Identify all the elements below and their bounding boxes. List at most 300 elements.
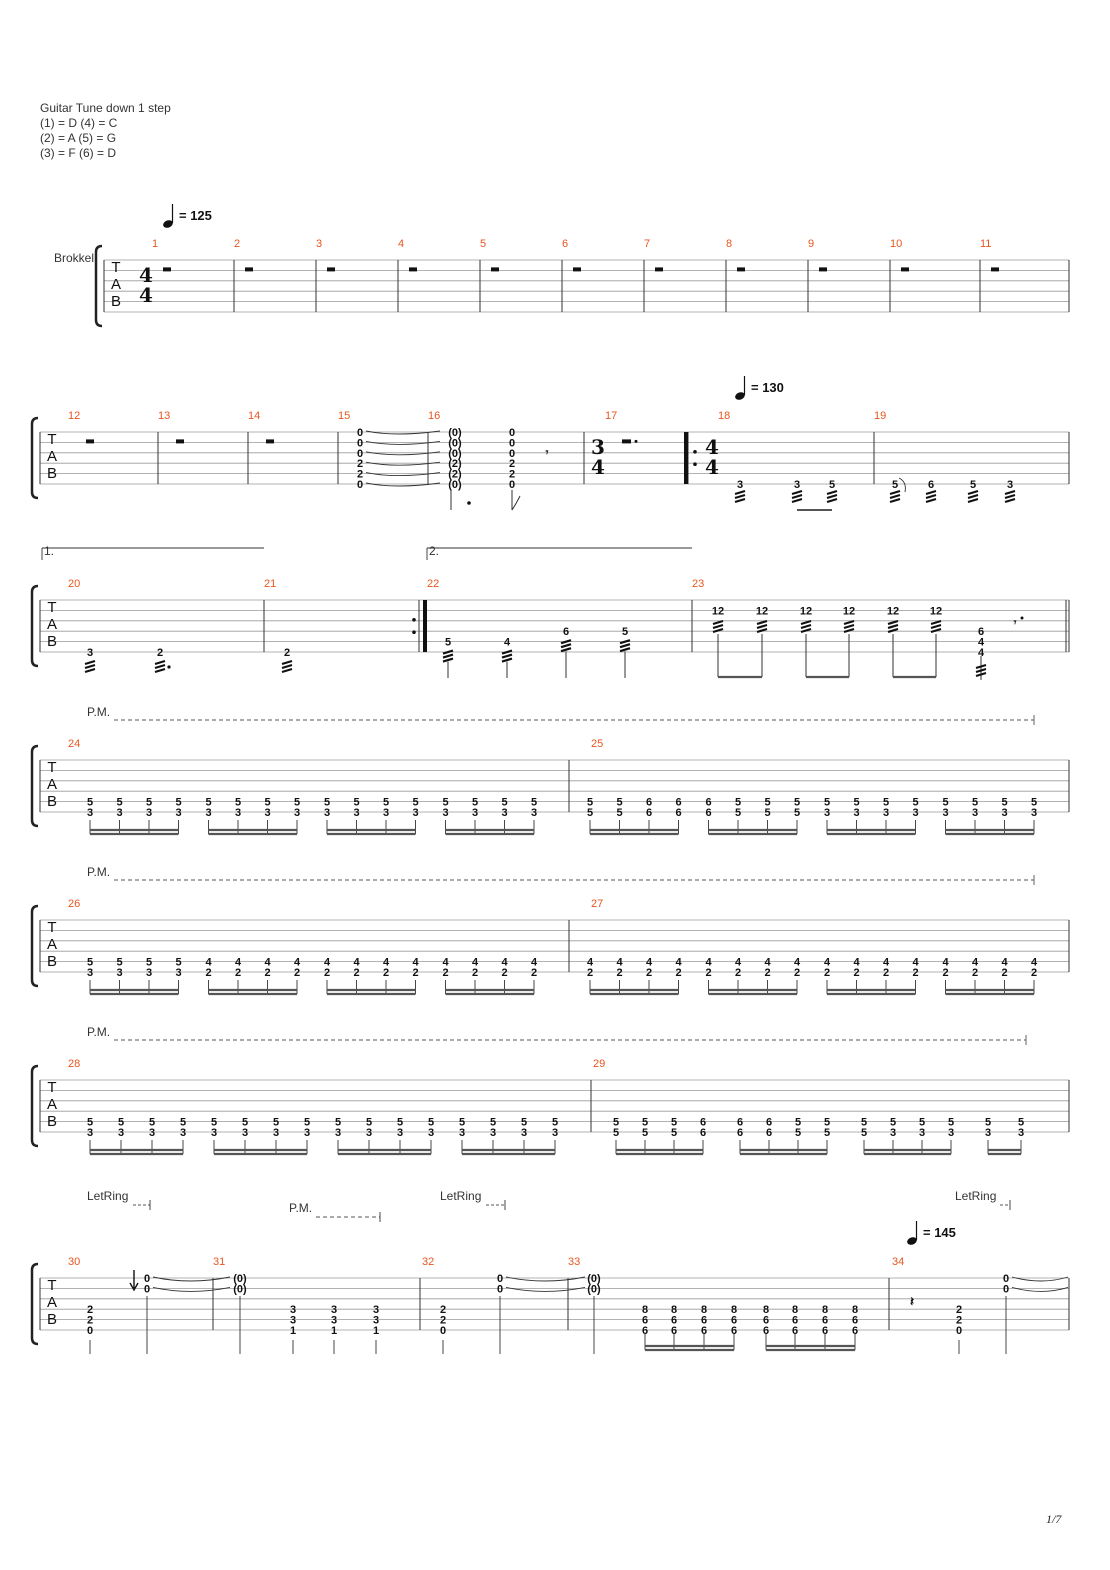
tab-label-t: T	[47, 759, 57, 776]
fret-number: 3	[1030, 807, 1038, 819]
fret-number: 6	[927, 479, 935, 491]
tremolo-slash	[155, 665, 165, 668]
tie-arc	[366, 473, 440, 476]
tuning-line-2: (2) = A (5) = G	[40, 131, 117, 145]
measure-number: 16	[428, 410, 441, 422]
measure-number: 9	[808, 238, 815, 250]
fret-number: 2	[353, 967, 360, 979]
tremolo-slash	[926, 491, 936, 494]
fret-number: 2	[205, 967, 212, 979]
measure-number: 25	[591, 738, 604, 750]
fret-number: 6	[700, 1314, 708, 1327]
fret-number: (0)	[448, 427, 462, 439]
measure-number: 31	[213, 1256, 226, 1268]
tremolo-slash	[968, 495, 978, 498]
tremolo-slash	[827, 491, 837, 494]
tab-label-a: A	[46, 1294, 58, 1311]
fret-number: 5	[334, 1116, 342, 1129]
tremolo-slash	[155, 669, 165, 672]
fret-number: 0	[508, 479, 516, 491]
fret-number: 8	[762, 1304, 770, 1317]
fret-number: 2	[86, 1314, 94, 1327]
fret-number: 5	[444, 636, 452, 649]
tremolo-slash	[735, 499, 745, 502]
tab-label-t: T	[47, 919, 57, 936]
fret-number: 8	[851, 1304, 859, 1317]
fret-number: 3	[303, 1127, 311, 1139]
fret-number: 0	[508, 447, 516, 460]
fret-number: 4	[823, 956, 831, 969]
measure-number: 19	[874, 410, 887, 422]
fret-number: (0)	[448, 447, 462, 460]
tremolo-slash	[85, 669, 95, 672]
fret-number: 5	[458, 1116, 466, 1129]
fret-number: 5	[621, 626, 629, 639]
fret-number: 3	[889, 1127, 897, 1139]
fret-number: 12	[755, 605, 769, 618]
fret-number: 5	[823, 1127, 831, 1139]
tremolo-slash	[85, 665, 95, 668]
let-ring-label: LetRing	[87, 1189, 129, 1203]
fret-number: 4	[501, 956, 508, 969]
repeat-dot	[412, 618, 416, 622]
fret-number: 5	[586, 796, 594, 809]
fret-number: 3	[471, 807, 479, 819]
fret-number: 4	[1001, 956, 1008, 969]
fret-number: 2	[501, 967, 508, 979]
fret-number: 2	[283, 647, 291, 659]
fret-number: 4	[234, 956, 242, 969]
repeat-thick-bar	[423, 600, 427, 652]
fret-number: 4	[912, 956, 919, 969]
tie-arc	[366, 431, 440, 434]
fret-number: 4	[977, 636, 985, 649]
measure-number: 17	[605, 410, 618, 422]
tremolo-slash	[713, 625, 723, 628]
fret-number: 3	[289, 1314, 297, 1327]
tremolo-slash	[561, 640, 571, 643]
fret-number: 3	[912, 807, 919, 819]
tremolo-slash	[713, 621, 723, 624]
fret-number: 2	[382, 967, 390, 979]
fret-number: 3	[148, 1127, 156, 1139]
tremolo-slash	[888, 625, 898, 628]
fret-number: 3	[117, 1127, 125, 1139]
system-bracket	[96, 246, 102, 326]
fret-number: 2	[882, 967, 890, 979]
fret-number: 3	[489, 1127, 497, 1139]
fret-number: 4	[503, 636, 511, 649]
measure-number: 1	[152, 238, 159, 250]
tremolo-slash	[1005, 495, 1015, 498]
fret-number: 3	[86, 1127, 94, 1139]
note-flag	[512, 496, 520, 510]
fret-number: 5	[1030, 796, 1038, 809]
time-signature-bottom: 4	[139, 283, 153, 307]
tremolo-slash	[968, 499, 978, 502]
fret-number: 3	[86, 647, 94, 659]
fret-number: 5	[828, 479, 836, 491]
tab-label-a: A	[110, 276, 122, 293]
fret-number: 3	[86, 967, 94, 979]
fret-number: 2	[323, 967, 331, 979]
fret-number: 5	[971, 796, 979, 809]
fret-number: 0	[356, 437, 364, 450]
fret-number: 0	[356, 447, 364, 460]
fret-number: (0)	[448, 479, 462, 491]
palm-mute-label: P.M.	[87, 865, 111, 879]
fret-number: 6	[705, 807, 712, 819]
fret-number: 3	[205, 807, 212, 819]
tremolo-slash	[620, 648, 630, 651]
tremolo-slash	[282, 661, 292, 664]
tab-label-b: B	[46, 953, 58, 970]
half-rest	[655, 267, 663, 271]
fret-number: 6	[641, 1314, 649, 1327]
tremolo-slash	[844, 621, 854, 624]
fret-number: 0	[439, 1325, 447, 1337]
fret-number: 4	[793, 956, 801, 969]
fret-number: 6	[699, 1116, 707, 1129]
fret-number: 4	[442, 956, 449, 969]
fret-number: 8	[641, 1304, 649, 1317]
measure-number: 30	[68, 1256, 81, 1268]
fret-number: 3	[882, 807, 890, 819]
tremolo-slash	[827, 499, 837, 502]
fret-number: 12	[711, 605, 725, 618]
fret-number: 12	[842, 605, 856, 618]
measure-number: 22	[427, 578, 440, 590]
tremolo-slash	[282, 665, 292, 668]
repeat-dot	[412, 630, 416, 634]
fret-number: 12	[929, 605, 943, 618]
measure-number: 34	[892, 1256, 905, 1268]
tuning-line-1: (1) = D (4) = C	[40, 116, 118, 130]
fret-number: 5	[471, 796, 479, 809]
fret-number: 3	[1001, 807, 1008, 819]
tremolo-slash	[792, 491, 802, 494]
measure-number: 28	[68, 1058, 81, 1070]
half-rest	[86, 439, 94, 443]
fret-number: 5	[210, 1116, 218, 1129]
fret-number: 2	[293, 967, 301, 979]
fret-number: (0)	[233, 1273, 247, 1285]
fret-number: 6	[765, 1116, 773, 1129]
fret-number: 3	[179, 1127, 187, 1139]
tremolo-slash	[1005, 499, 1015, 502]
fret-number: 5	[882, 796, 890, 809]
tremolo-slash	[792, 499, 802, 502]
fret-number: 3	[396, 1127, 404, 1139]
fret-number: 5	[912, 796, 919, 809]
fret-number: 0	[955, 1325, 963, 1337]
half-rest	[176, 439, 184, 443]
fret-number: 6	[670, 1325, 678, 1337]
fret-number: 4	[942, 956, 949, 969]
fret-number: 6	[705, 796, 712, 809]
fret-number: (0)	[233, 1283, 247, 1296]
fret-number: 0	[1002, 1273, 1010, 1285]
palm-mute-label: P.M.	[87, 705, 111, 719]
fret-number: 6	[730, 1314, 738, 1327]
tremolo-slash	[926, 495, 936, 498]
eighth-rest: 𝄾	[545, 447, 549, 459]
fret-number: 3	[175, 967, 182, 979]
half-rest	[409, 267, 417, 271]
fret-number: 3	[145, 967, 153, 979]
fret-number: 3	[501, 807, 508, 819]
fret-number: 5	[1017, 1116, 1025, 1129]
fret-number: 6	[821, 1325, 829, 1337]
measure-number: 33	[568, 1256, 581, 1268]
fret-number: 6	[851, 1314, 859, 1327]
tab-label-b: B	[46, 633, 58, 650]
system-bracket	[32, 746, 38, 826]
fret-number: 2	[508, 458, 516, 471]
system-bracket	[32, 586, 38, 666]
tremolo-slash	[890, 495, 900, 498]
tremolo-slash	[561, 644, 571, 647]
fret-number: 5	[586, 807, 594, 819]
fret-number: 6	[765, 1127, 773, 1139]
fret-number: 5	[272, 1116, 280, 1129]
tremolo-slash	[443, 651, 453, 654]
tremolo-slash	[502, 651, 512, 654]
measure-number: 2	[234, 238, 241, 250]
fret-number: 6	[645, 796, 653, 809]
fret-number: 4	[645, 956, 653, 969]
tab-label-a: A	[46, 936, 58, 953]
fret-number: 5	[860, 1127, 868, 1139]
tremolo-slash	[931, 621, 941, 624]
system-bracket	[32, 1066, 38, 1146]
measure-number: 18	[718, 410, 731, 422]
fret-number: 2	[705, 967, 712, 979]
fret-number: 3	[942, 807, 949, 819]
fret-number: 2	[823, 967, 831, 979]
tremolo-slash	[801, 625, 811, 628]
tab-label-b: B	[46, 465, 58, 482]
fret-number: 5	[489, 1116, 497, 1129]
fret-number: 6	[670, 1314, 678, 1327]
fret-number: 2	[955, 1304, 963, 1317]
fret-number: 0	[496, 1283, 504, 1296]
fret-number: 3	[372, 1304, 380, 1317]
fret-number: 0	[356, 427, 364, 439]
fret-number: 3	[442, 807, 449, 819]
fret-number: 2	[412, 967, 419, 979]
tab-label-b: B	[46, 793, 58, 810]
fret-number: 5	[501, 796, 508, 809]
measure-number: 13	[158, 410, 171, 422]
repeat-dot	[693, 462, 697, 466]
tremolo-slash	[735, 491, 745, 494]
fret-number: 3	[1017, 1127, 1025, 1139]
fret-number: 5	[616, 796, 623, 809]
fret-number: 2	[793, 967, 801, 979]
tremolo-slash	[931, 625, 941, 628]
tie-arc	[366, 441, 440, 444]
time-signature-top: 4	[705, 435, 719, 459]
fret-number: 5	[794, 1127, 802, 1139]
measure-number: 15	[338, 410, 351, 422]
fret-number: 3	[530, 807, 538, 819]
fret-number: 3	[551, 1127, 559, 1139]
tremolo-slash	[976, 673, 986, 676]
fret-number: 5	[641, 1116, 649, 1129]
fret-number: 3	[984, 1127, 992, 1139]
dot	[167, 665, 170, 668]
half-rest	[737, 267, 745, 271]
fret-number: 5	[530, 796, 538, 809]
time-signature-top: 3	[591, 435, 605, 459]
fret-number: 3	[86, 807, 94, 819]
fret-number: 4	[471, 956, 479, 969]
measure-number: 27	[591, 898, 604, 910]
fret-number: 5	[148, 1116, 156, 1129]
fret-number: 6	[675, 807, 682, 819]
fret-number: 6	[977, 626, 985, 639]
fret-number: 5	[264, 796, 271, 809]
fret-number: 5	[947, 1116, 955, 1129]
dot	[1021, 617, 1024, 620]
tremolo-slash	[620, 640, 630, 643]
fret-number: 6	[730, 1325, 738, 1337]
fret-number: 3	[293, 807, 301, 819]
fret-number: 0	[143, 1273, 151, 1285]
fret-number: 4	[853, 956, 860, 969]
tremolo-slash	[443, 655, 453, 658]
fret-number: 4	[382, 956, 390, 969]
fret-number: 3	[793, 479, 801, 491]
half-rest	[819, 267, 827, 271]
tie-arc	[366, 452, 440, 455]
fret-number: 2	[471, 967, 479, 979]
fret-number: 3	[264, 807, 271, 819]
fret-number: 2	[439, 1314, 447, 1327]
fret-number: (0)	[587, 1273, 601, 1285]
fret-number: 5	[734, 807, 742, 819]
fret-number: 2	[764, 967, 771, 979]
fret-number: 2	[955, 1314, 963, 1327]
tremolo-slash	[890, 491, 900, 494]
tuning-title: Guitar Tune down 1 step	[40, 101, 171, 115]
fret-number: 4	[323, 956, 331, 969]
fret-number: 0	[143, 1283, 151, 1296]
fret-number: 2	[1001, 967, 1008, 979]
fret-number: 5	[303, 1116, 311, 1129]
half-rest	[573, 267, 581, 271]
fret-number: (2)	[448, 468, 462, 481]
fret-number: 5	[764, 796, 771, 809]
fret-number: 2	[234, 967, 242, 979]
measure-number: 3	[316, 238, 323, 250]
fret-number: 4	[293, 956, 301, 969]
volta-label: 2.	[429, 544, 440, 558]
fret-number: 3	[853, 807, 860, 819]
fret-number: 2	[86, 1304, 94, 1317]
fret-number: 5	[860, 1116, 868, 1129]
fret-number: 5	[396, 1116, 404, 1129]
fret-number: 5	[793, 807, 801, 819]
tremolo-slash	[155, 661, 165, 664]
fret-number: 2	[912, 967, 919, 979]
fret-number: 8	[791, 1304, 799, 1317]
fret-number: 0	[508, 437, 516, 450]
fret-number: 6	[821, 1314, 829, 1327]
dot	[467, 501, 471, 505]
fret-number: 5	[293, 796, 301, 809]
tab-label-b: B	[110, 293, 122, 310]
fret-number: 6	[641, 1325, 649, 1337]
fret-number: 6	[699, 1127, 707, 1139]
fret-number: 5	[641, 1127, 649, 1139]
fret-number: 2	[508, 468, 516, 481]
fret-number: 5	[764, 807, 771, 819]
half-rest	[491, 267, 499, 271]
tremolo-slash	[735, 495, 745, 498]
measure-number: 23	[692, 578, 705, 590]
tab-label-a: A	[46, 776, 58, 793]
fret-number: 4	[530, 956, 538, 969]
fret-number: 8	[700, 1304, 708, 1317]
let-ring-label: LetRing	[440, 1189, 482, 1203]
fret-number: 3	[427, 1127, 435, 1139]
fret-number: 5	[175, 796, 182, 809]
fret-number: 3	[372, 1314, 380, 1327]
tremolo-slash	[976, 665, 986, 668]
fret-number: 4	[705, 956, 712, 969]
time-signature-bottom: 4	[591, 455, 605, 479]
fret-number: 3	[241, 1127, 249, 1139]
fret-number: 5	[353, 796, 360, 809]
fret-number: 2	[156, 647, 164, 659]
fret-number: 3	[272, 1127, 280, 1139]
fret-number: 6	[791, 1325, 799, 1337]
fret-number: 3	[289, 1304, 297, 1317]
fret-number: 4	[971, 956, 979, 969]
fret-number: 3	[520, 1127, 528, 1139]
measure-number: 24	[68, 738, 81, 750]
dotted-half-rest	[622, 439, 631, 443]
fret-number: 2	[264, 967, 271, 979]
let-ring-label: LetRing	[955, 1189, 997, 1203]
tremolo-slash	[502, 655, 512, 658]
fret-number: 5	[853, 796, 860, 809]
fret-number: (0)	[448, 437, 462, 450]
tremolo-slash	[757, 621, 767, 624]
fret-number: 8	[670, 1304, 678, 1317]
tremolo-slash	[792, 495, 802, 498]
fret-number: 3	[458, 1127, 466, 1139]
fret-number: 5	[116, 956, 123, 969]
fret-number: 5	[86, 1116, 94, 1129]
fret-number: 6	[762, 1325, 770, 1337]
fret-number: 0	[86, 1325, 94, 1337]
fret-number: 2	[1030, 967, 1038, 979]
fret-number: 3	[947, 1127, 955, 1139]
fret-number: 3	[353, 807, 360, 819]
fret-number: 12	[886, 605, 900, 618]
tab-label-t: T	[47, 1079, 57, 1096]
fret-number: 5	[365, 1116, 373, 1129]
fret-number: 3	[918, 1127, 926, 1139]
fret-number: 8	[821, 1304, 829, 1317]
fret-number: 5	[823, 1116, 831, 1129]
tremolo-slash	[888, 621, 898, 624]
measure-number: 8	[726, 238, 733, 250]
fret-number: 5	[942, 796, 949, 809]
